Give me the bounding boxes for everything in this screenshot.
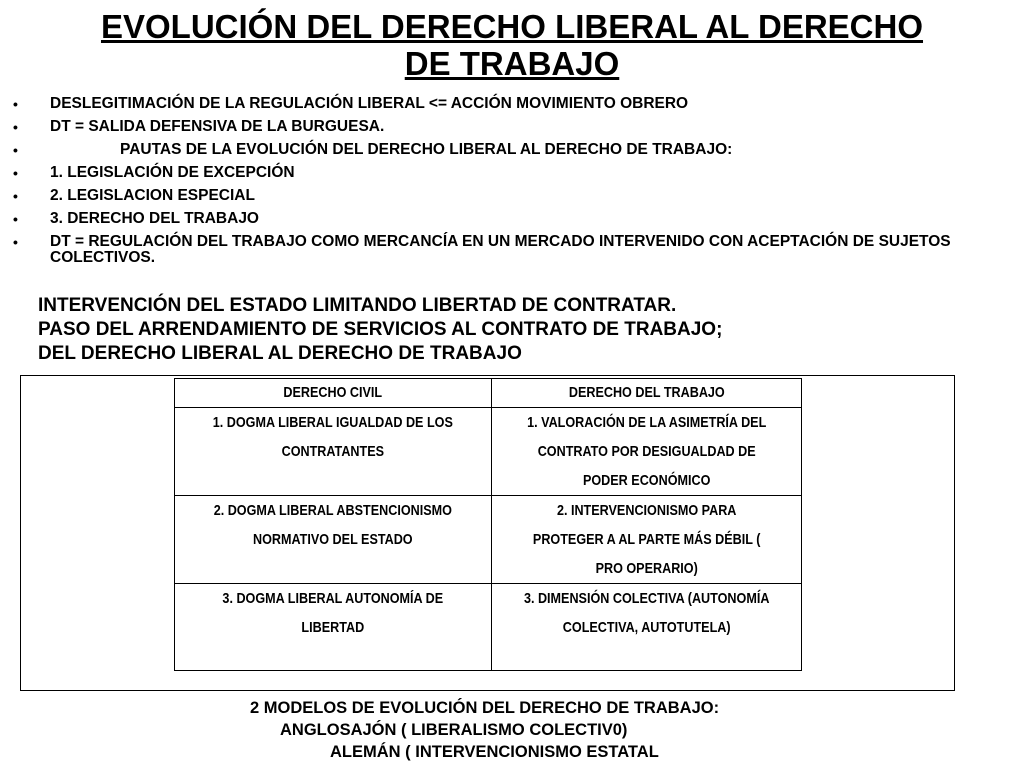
model-anglosajon: ANGLOSAJÓN ( LIBERALISMO COLECTIV0): [280, 721, 628, 739]
page-title-line-2: DE TRABAJO: [404, 45, 620, 82]
comparison-table: [174, 378, 802, 671]
page-title: [60, 8, 964, 82]
bullet-icon: •: [13, 119, 18, 135]
bullet-icon: •: [13, 234, 18, 250]
page-title-line-1: EVOLUCIÓN DEL DERECHO LIBERAL AL DERECHO: [100, 8, 924, 45]
bullet-item: • PAUTAS DE LA EVOLUCIÓN DEL DERECHO LIBERAL AL DERECHO DE TRABAJO:: [13, 141, 733, 158]
bullet-icon: •: [13, 96, 18, 112]
bullet-item: • 3. DERECHO DEL TRABAJO: [13, 210, 259, 227]
table-cell: 1. VALORACIÓN DE LA ASIMETRÍA DEL CONTRATO POR DESIGUALDAD DE PODER ECONÓMICO: [491, 408, 801, 496]
subheading: [38, 294, 938, 366]
subheading-line-1: INTERVENCIÓN DEL ESTADO LIMITANDO LIBERTAD DE CONTRATAR.: [38, 295, 677, 316]
models-section: [0, 697, 1024, 763]
table-cell: 1. DOGMA LIBERAL IGUALDAD DE LOS CONTRATANTES: [175, 408, 492, 496]
bullet-item: • 2. LEGISLACION ESPECIAL: [13, 187, 255, 204]
bullet-list: [0, 96, 1024, 273]
column-header-trabajo: DERECHO DEL TRABAJO: [491, 379, 801, 408]
table-cell: 2. INTERVENCIONISMO PARA PROTEGER A AL PARTE MÁS DÉBIL ( PRO OPERARIO): [491, 496, 801, 584]
table-cell: 3. DOGMA LIBERAL AUTONOMÍA DE LIBERTAD: [175, 584, 492, 671]
model-aleman: ALEMÁN ( INTERVENCIONISMO ESTATAL: [330, 743, 659, 761]
table-row: [175, 496, 802, 584]
bullet-item: • DT = REGULACIÓN DEL TRABAJO COMO MERCANCÍA EN UN MERCADO INTERVENIDO CON ACEPTACIÓN DE SUJETOS COLECTIVOS.: [13, 233, 951, 266]
table-cell: 3. DIMENSIÓN COLECTIVA (AUTONOMÍA COLECTIVA, AUTOTUTELA): [491, 584, 801, 671]
bullet-icon: •: [13, 165, 18, 181]
table-cell: 2. DOGMA LIBERAL ABSTENCIONISMO NORMATIVO DEL ESTADO: [175, 496, 492, 584]
table-header-row: [175, 379, 802, 408]
table-row: [175, 584, 802, 671]
column-header-civil: DERECHO CIVIL: [175, 379, 492, 408]
subheading-line-2: PASO DEL ARRENDAMIENTO DE SERVICIOS AL CONTRATO DE TRABAJO;: [38, 319, 723, 340]
bullet-item: • 1. LEGISLACIÓN DE EXCEPCIÓN: [13, 164, 295, 181]
subheading-line-3: DEL DERECHO LIBERAL AL DERECHO DE TRABAJO: [38, 343, 522, 364]
bullet-item: • DESLEGITIMACIÓN DE LA REGULACIÓN LIBERAL <= ACCIÓN MOVIMIENTO OBRERO: [13, 95, 689, 112]
bullet-icon: •: [13, 188, 18, 204]
bullet-item: • DT = SALIDA DEFENSIVA DE LA BURGUESA.: [13, 118, 385, 135]
bullet-icon: •: [13, 211, 18, 227]
models-heading: 2 MODELOS DE EVOLUCIÓN DEL DERECHO DE TRABAJO:: [250, 699, 720, 717]
table-row: [175, 408, 802, 496]
bullet-icon: •: [13, 142, 18, 158]
